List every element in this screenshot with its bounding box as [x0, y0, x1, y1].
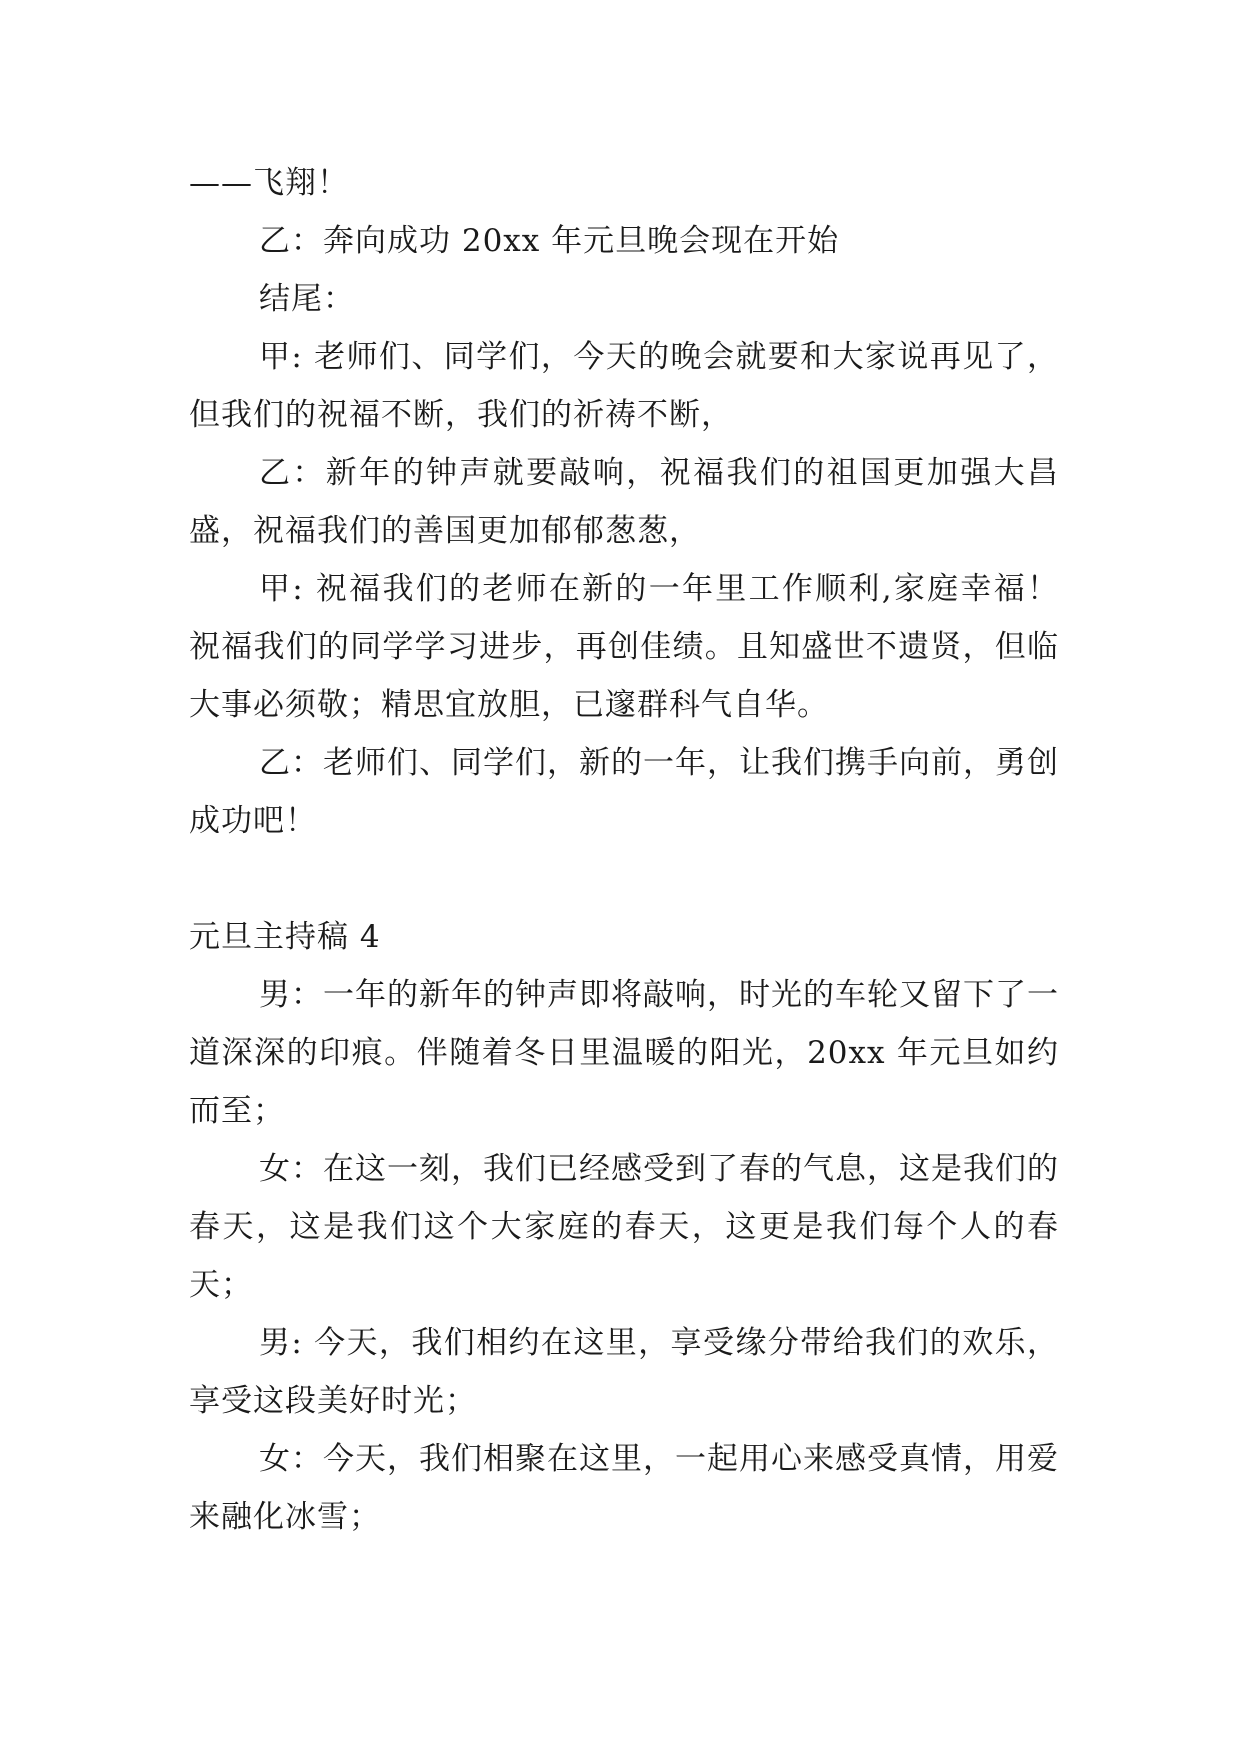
section-title: 元旦主持稿 4	[189, 919, 381, 955]
paragraph: 乙：老师们、同学们，新的一年，让我们携手向前，勇创成功吧！	[189, 745, 1059, 839]
paragraph: 男：一年的新年的钟声即将敲响，时光的车轮又留下了一道深深的印痕。伴随着冬日里温暖的阳光，20xx 年元旦如约而至；	[189, 977, 1059, 1129]
paragraph-heading-ending: 结尾：	[259, 281, 355, 317]
paragraph: ——飞翔！	[189, 165, 349, 201]
paragraph: 甲: 老师们、同学们，今天的晚会就要和大家说再见了，但我们的祝福不断，我们的祈祷不断，	[189, 339, 1059, 433]
blank-line	[189, 850, 1059, 908]
paragraph: 甲: 祝福我们的老师在新的一年里工作顺利,家庭幸福！祝福我们的同学学习进步，再创佳绩。且知盛世不遗贤，但临大事必须敬；精思宜放胆，已邃群科气自华。	[189, 571, 1059, 723]
paragraph: 乙：新年的钟声就要敲响，祝福我们的祖国更加强大昌盛，祝福我们的善国更加郁郁葱葱，	[189, 455, 1059, 549]
paragraph: 女：在这一刻，我们已经感受到了春的气息，这是我们的春天，这是我们这个大家庭的春天，这更是我们每个人的春天；	[189, 1151, 1059, 1303]
paragraph: 男: 今天，我们相约在这里，享受缘分带给我们的欢乐，享受这段美好时光；	[189, 1325, 1059, 1419]
document-body	[189, 154, 1059, 1546]
paragraph: 女：今天，我们相聚在这里，一起用心来感受真情，用爱来融化冰雪；	[189, 1441, 1059, 1535]
paragraph: 乙：奔向成功 20xx 年元旦晚会现在开始	[259, 223, 840, 259]
